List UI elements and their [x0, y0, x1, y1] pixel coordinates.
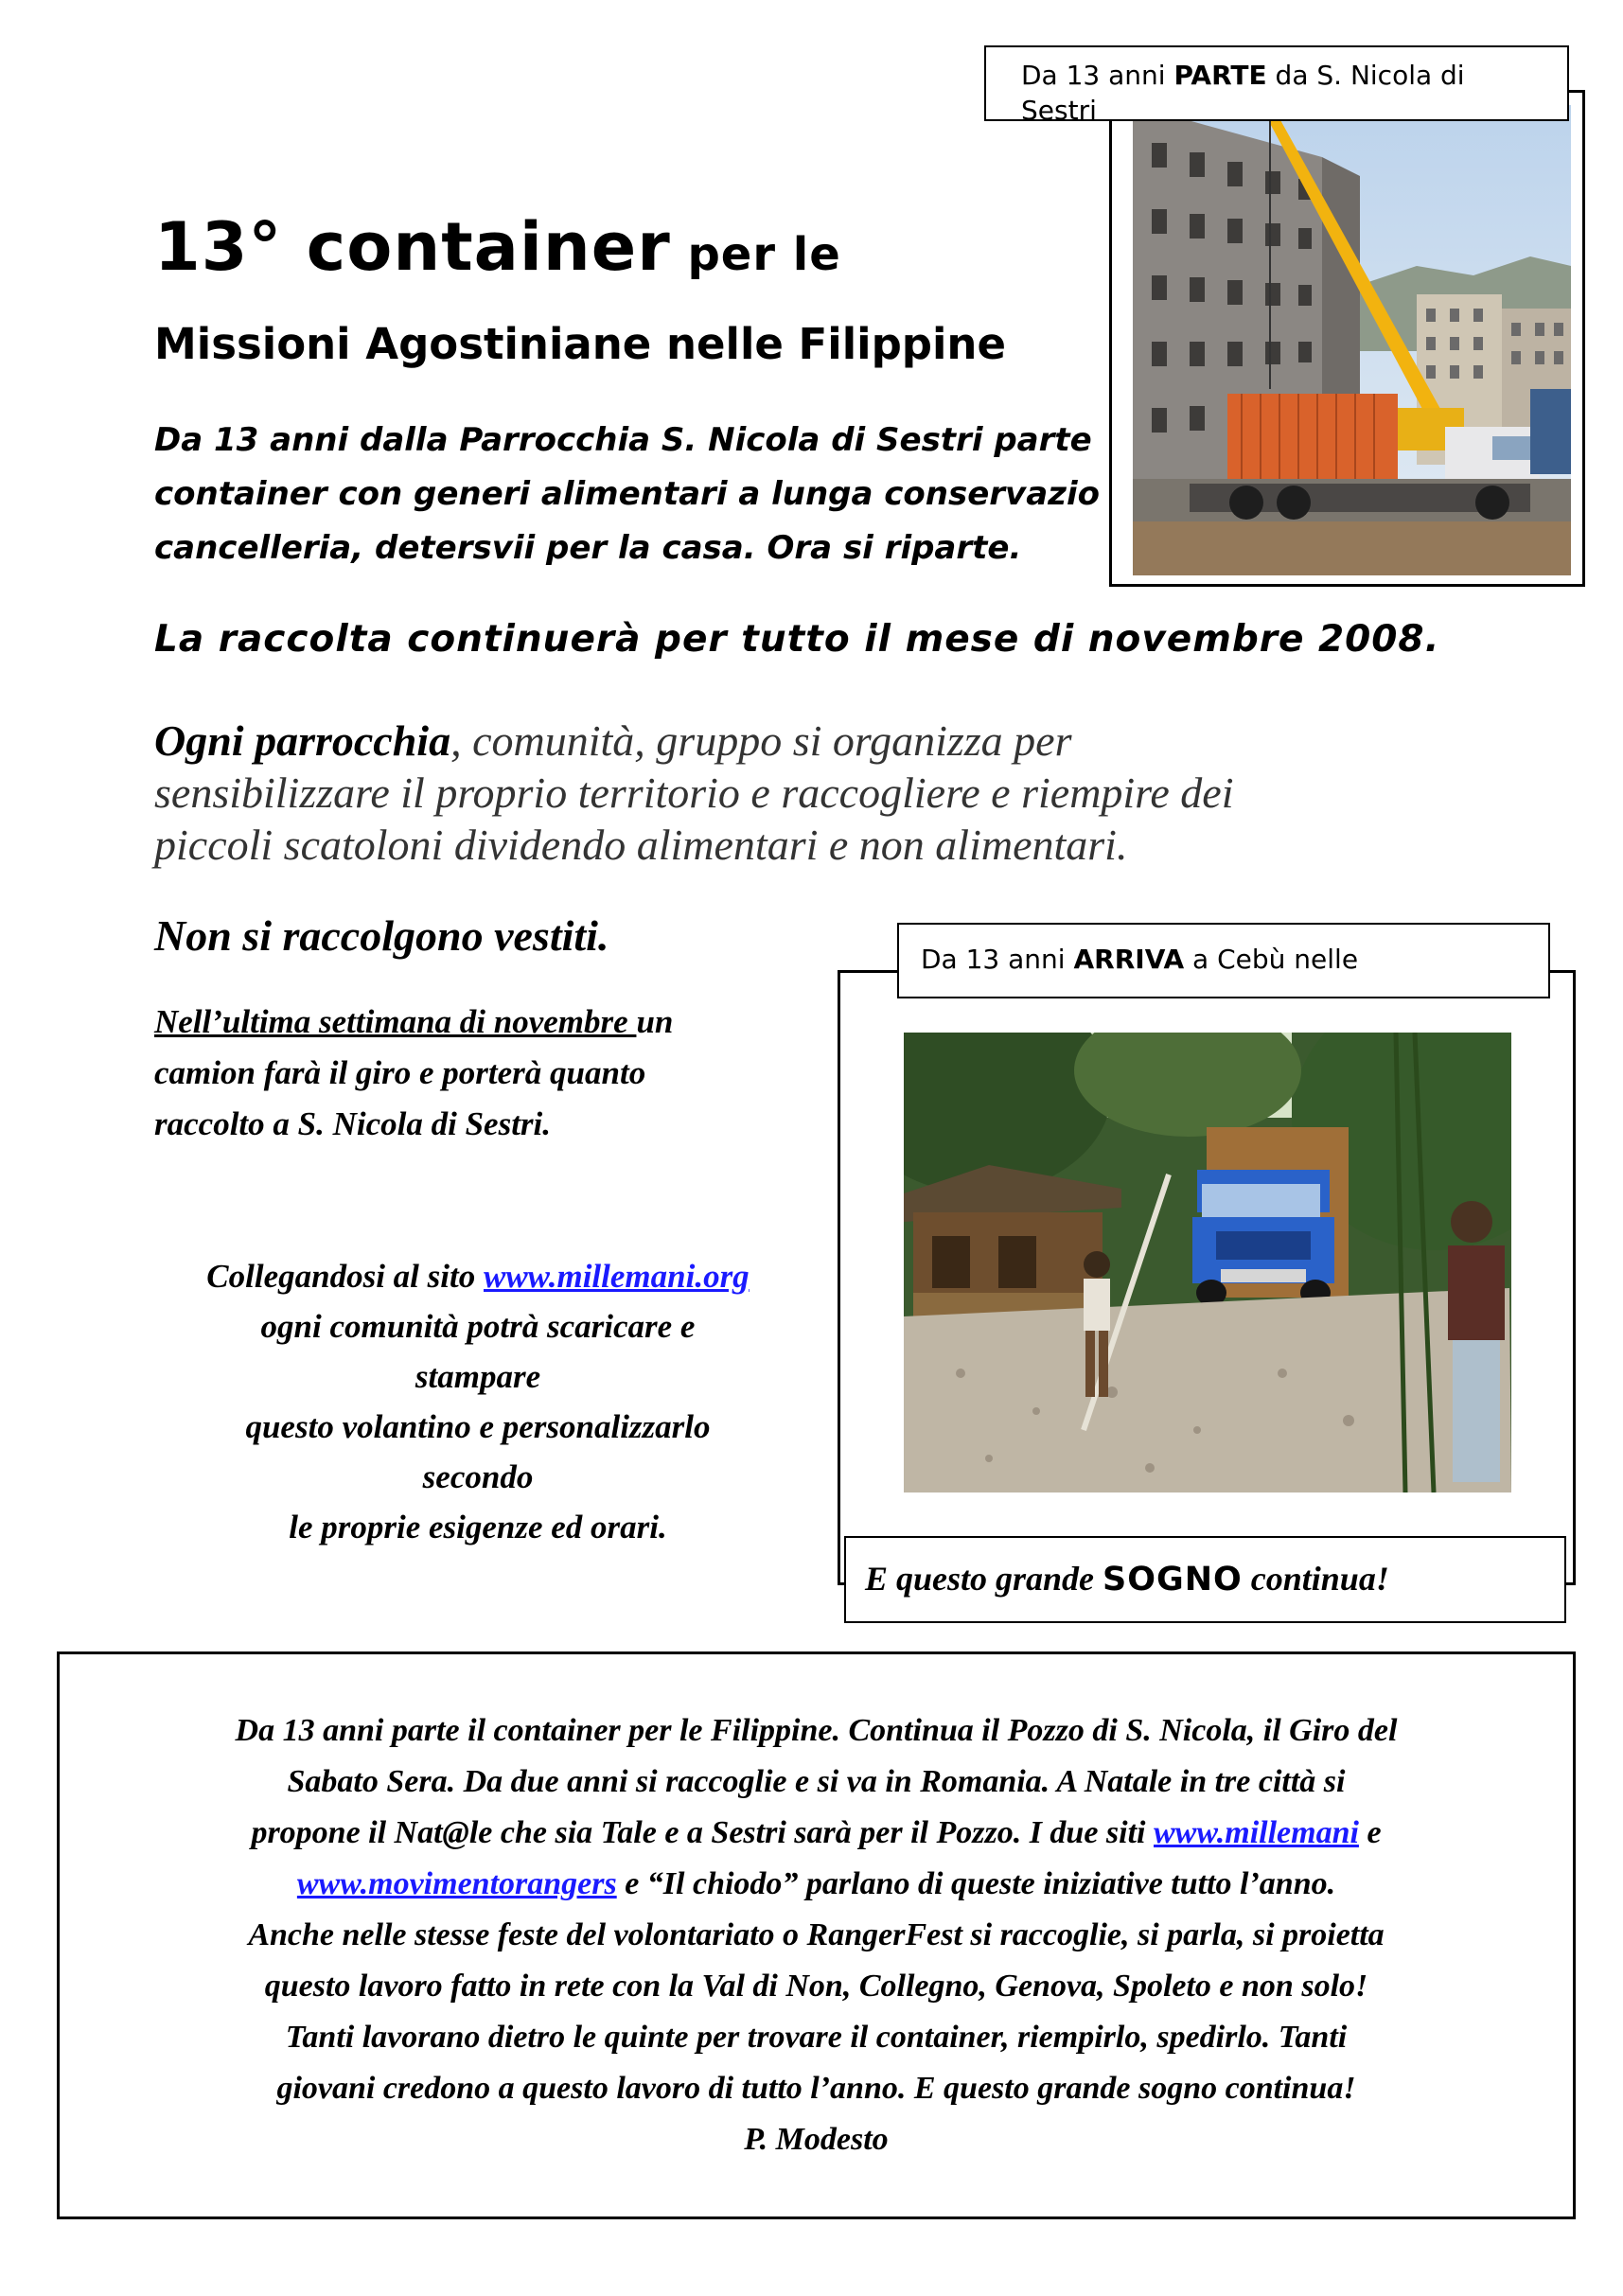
- main-line: sensibilizzare il proprio territorio e raccogliere e riempire dei: [154, 768, 1234, 817]
- truck-rest: un: [636, 1003, 674, 1040]
- title-small: per le: [670, 228, 841, 281]
- caption-top-pre: Da 13 anni: [1021, 60, 1174, 91]
- truck-paragraph: [154, 997, 817, 1150]
- photo-frame-top: [1109, 90, 1585, 587]
- website-line: [142, 1251, 814, 1301]
- main-line: [154, 715, 1479, 767]
- cebu-photo: [904, 1033, 1511, 1492]
- sogno-bold: SOGNO: [1103, 1561, 1243, 1598]
- page-title: [154, 208, 841, 286]
- sogno-line: [865, 1560, 1389, 1598]
- closing-line: Da 13 anni parte il container per le Filippine. Continua il Pozzo di S. Nicola, il Giro del: [235, 1713, 1398, 1748]
- signature: P. Modesto: [744, 2122, 889, 2157]
- truck-line: [154, 997, 817, 1048]
- raccolta-headline: La raccolta continuerà per tutto il mese di novembre 2008.: [154, 618, 1440, 661]
- intro-line: Da 13 anni dalla Parrocchia S. Nicola di Sestri parte: [154, 421, 1092, 459]
- movimentorangers-link[interactable]: www.movimentorangers: [296, 1866, 617, 1901]
- intro-line: container con generi alimentari a lunga conservazio: [154, 475, 1100, 513]
- closing-message: [60, 1705, 1573, 2165]
- main-paragraph: [154, 715, 1479, 871]
- intro-paragraph: [154, 414, 1120, 575]
- truck-line: camion farà il giro e porterà quanto: [154, 1054, 646, 1091]
- website-line: le proprie esigenze ed orari.: [289, 1509, 667, 1545]
- caption-bottom-bold: ARRIVA: [1073, 944, 1185, 975]
- sogno-post: continua!: [1242, 1560, 1389, 1598]
- closing-line3-post: e: [1358, 1815, 1382, 1850]
- millemani-link-2[interactable]: www.millemani: [1154, 1815, 1359, 1850]
- closing-line: Tanti lavorano dietro le quinte per trovare il container, riempirlo, spedirlo. Tanti: [285, 2020, 1348, 2055]
- closing-line3-pre: propone il Nat@le che sia Tale e a Sestri sarà per il Pozzo. I due siti: [251, 1815, 1154, 1850]
- truck-underlined: Nell’ultima settimana di novembre: [154, 1003, 637, 1040]
- closing-line: Sabato Sera. Da due anni si raccoglie e si va in Romania. A Natale in tre città si: [287, 1764, 1346, 1799]
- crane-photo: [1133, 105, 1571, 575]
- website-line: stampare: [415, 1358, 541, 1395]
- website-paragraph: [142, 1251, 814, 1552]
- closing-line: [60, 1808, 1573, 1859]
- millemani-link[interactable]: www.millemani.org: [483, 1258, 750, 1295]
- website-line: secondo: [422, 1458, 534, 1495]
- main-bold-lead: Ogni parrocchia: [154, 716, 451, 765]
- website-line: ogni comunità potrà scaricare e: [260, 1308, 696, 1345]
- intro-line: cancelleria, detersvii per la casa. Ora si riparte.: [154, 529, 1022, 567]
- main-line: piccoli scatoloni dividendo alimentari e non alimentari.: [154, 821, 1128, 869]
- caption-top: [984, 45, 1569, 121]
- caption-top-bold: PARTE: [1173, 60, 1267, 91]
- caption-bottom-post: a Cebù nelle: [1184, 944, 1359, 975]
- photo-footer-caption: [844, 1536, 1566, 1623]
- sogno-pre: E questo grande: [865, 1560, 1103, 1598]
- main-rest: , comunità, gruppo si organizza per: [450, 716, 1072, 765]
- title-big: 13° container: [154, 208, 671, 286]
- no-clothes-notice: Non si raccolgono vestiti.: [154, 911, 609, 960]
- caption-top-post: da S. Nicola di: [1266, 60, 1465, 91]
- closing-line: questo lavoro fatto in rete con la Val di Non, Collegno, Genova, Spoleto e non solo!: [264, 1969, 1368, 2004]
- website-prefix: Collegandosi al sito: [206, 1258, 484, 1295]
- photo-frame-bottom: [838, 970, 1576, 1585]
- closing-line: [60, 1859, 1573, 1910]
- closing-line4-post: e “Il chiodo” parlano di queste iniziative tutto l’anno.: [616, 1866, 1336, 1901]
- website-line: questo volantino e personalizzarlo: [245, 1408, 711, 1445]
- caption-top-cut: Sestri: [1021, 95, 1097, 121]
- caption-bottom-pre: Da 13 anni: [921, 944, 1074, 975]
- closing-line: giovani credono a questo lavoro di tutto l’anno. E questo grande sogno continua!: [276, 2071, 1356, 2106]
- truck-line: raccolto a S. Nicola di Sestri.: [154, 1105, 552, 1142]
- page-subtitle: Missioni Agostiniane nelle Filippine: [154, 319, 1006, 369]
- closing-line: Anche nelle stesse feste del volontariato o RangerFest si raccoglie, si parla, si proietta: [248, 1917, 1385, 1952]
- closing-message-box: [57, 1651, 1576, 2219]
- caption-bottom: [897, 923, 1550, 998]
